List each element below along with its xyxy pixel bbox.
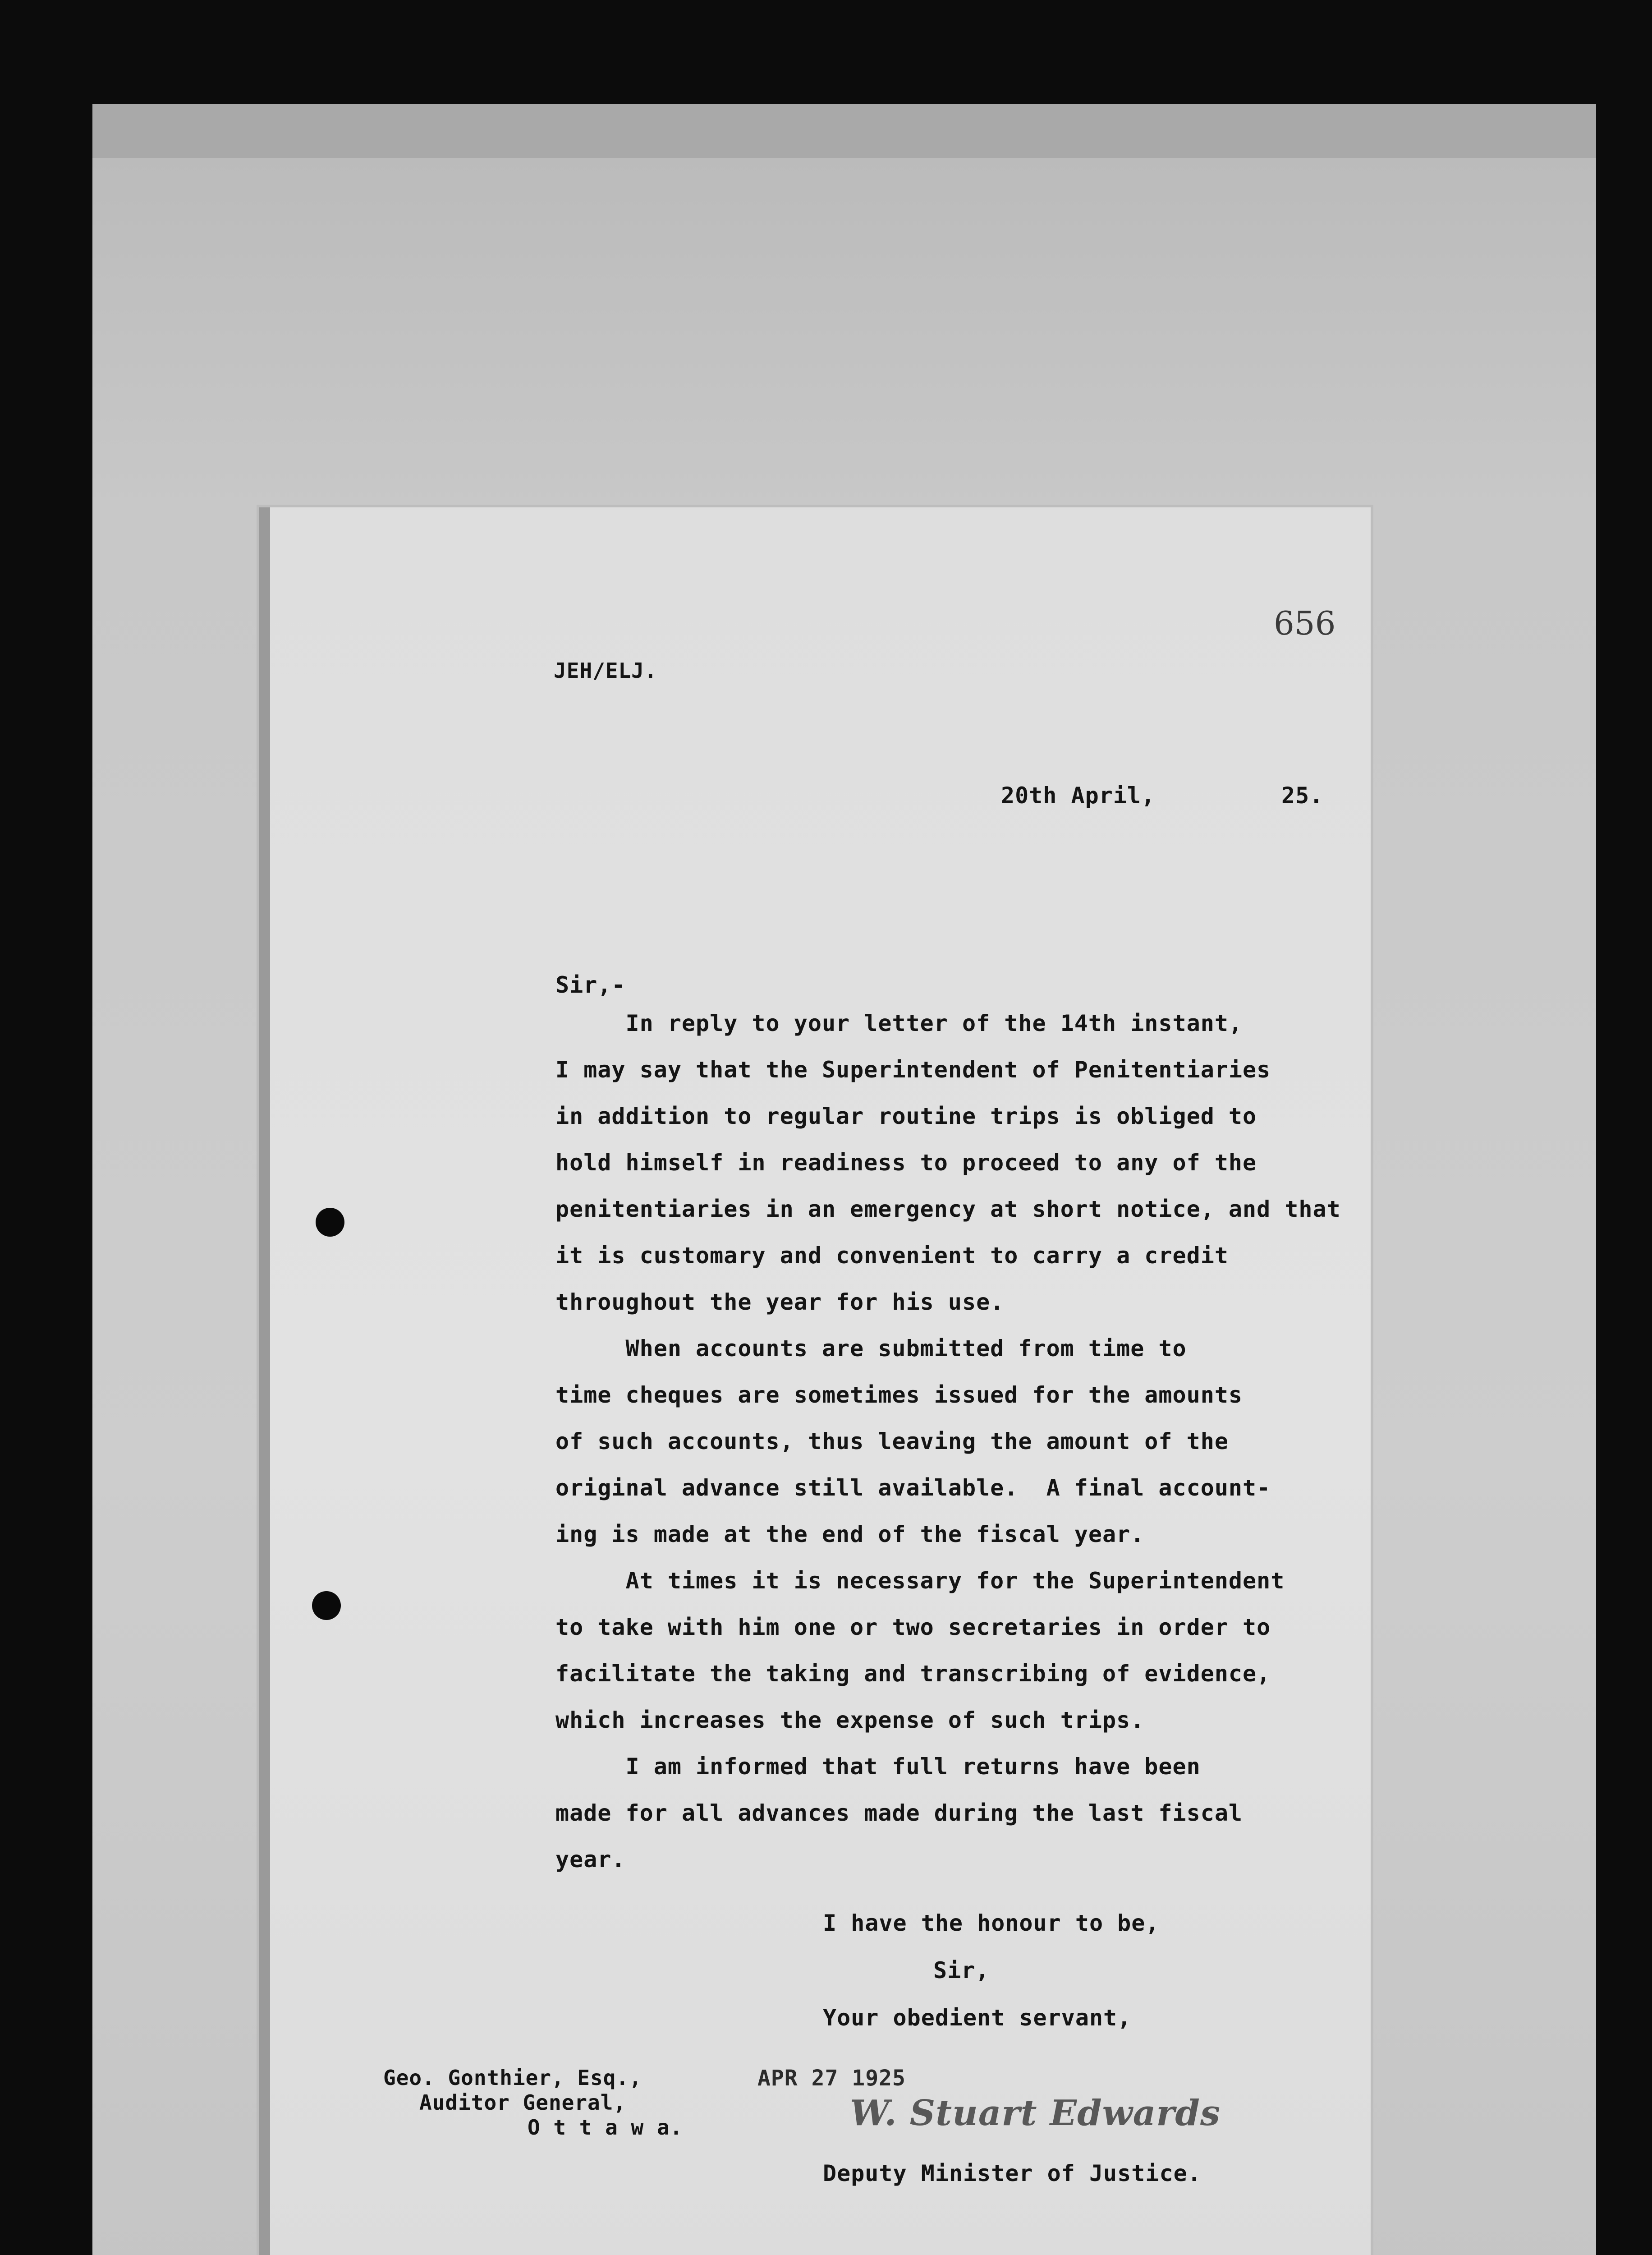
body-line: hold himself in readiness to proceed to any of the [555, 1150, 1257, 1176]
body-line: I am informed that full returns have been [555, 1753, 1201, 1780]
letter-edge [259, 507, 270, 2255]
body-line: year. [555, 1846, 626, 1873]
body-line: When accounts are submitted from time to [555, 1335, 1187, 1362]
body-line: made for all advances made during the last fiscal [555, 1800, 1243, 1826]
body-line: original advance still available. A final account- [555, 1475, 1271, 1501]
letter-page [259, 507, 1371, 2255]
addressee-city: O t t a w a. [528, 2115, 683, 2140]
reference-initials: JEH/ELJ. [554, 658, 657, 683]
closing-sir: Sir, [933, 1957, 990, 1983]
body-line: it is customary and convenient to carry a credit [555, 1243, 1229, 1269]
sheet-top-shadow [92, 104, 1596, 158]
body-line: facilitate the taking and transcribing of evidence, [555, 1661, 1271, 1687]
body-line: to take with him one or two secretaries in order to [555, 1614, 1271, 1640]
body-line: In reply to your letter of the 14th instant, [555, 1010, 1243, 1036]
signature-stamp: W. Stuart Edwards [850, 2093, 1221, 2134]
body-line: penitentiaries in an emergency at short notice, and that [555, 1196, 1341, 1222]
body-line: in addition to regular routine trips is obliged to [555, 1103, 1257, 1129]
signatory-title: Deputy Minister of Justice. [823, 2160, 1202, 2186]
body-line: ing is made at the end of the fiscal year. [555, 1521, 1145, 1547]
body-line: I may say that the Superintendent of Penitentiaries [555, 1057, 1271, 1083]
letter-date: 20th April, 25. [1001, 782, 1324, 809]
closing-line: I have the honour to be, [823, 1910, 1160, 1936]
salutation: Sir,- [555, 972, 626, 998]
body-line: time cheques are sometimes issued for the amounts [555, 1382, 1243, 1408]
body-line: which increases the expense of such trips. [555, 1707, 1145, 1733]
body-line: At times it is necessary for the Superintendent [555, 1568, 1285, 1594]
page-number: 656 [1274, 604, 1336, 642]
body-line: of such accounts, thus leaving the amount of the [555, 1428, 1229, 1454]
body-line: throughout the year for his use. [555, 1289, 1005, 1315]
addressee-name: Geo. Gonthier, Esq., [383, 2066, 642, 2090]
received-date-stamp: APR 27 1925 [757, 2066, 906, 2091]
punch-hole-bottom [312, 1591, 341, 1620]
punch-hole-top [316, 1208, 344, 1237]
addressee-title: Auditor General, [419, 2090, 627, 2115]
closing-servant: Your obedient servant, [823, 2005, 1132, 2031]
